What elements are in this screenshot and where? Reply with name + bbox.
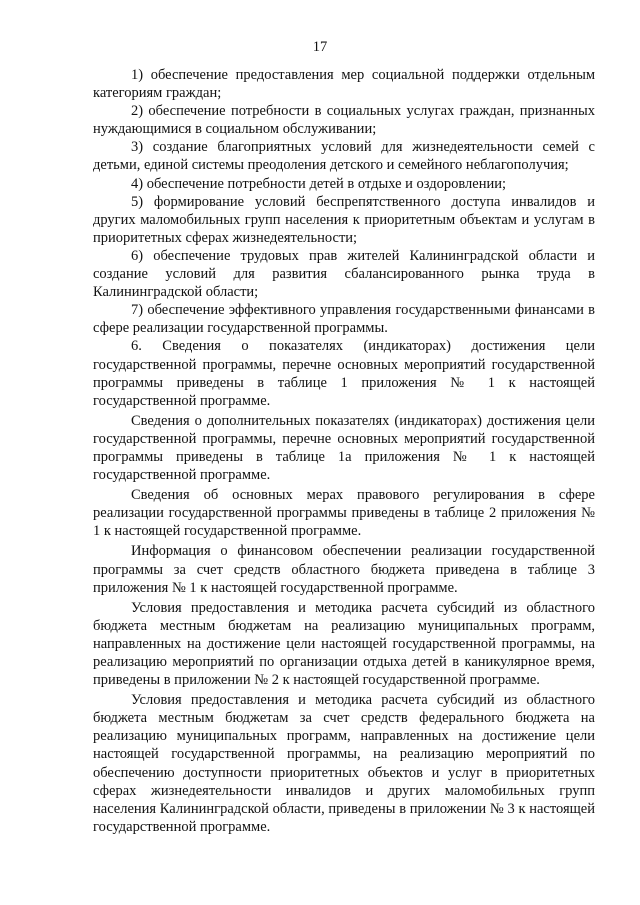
- list-item-3: 3) создание благоприятных условий для жизнедеятельности семей с детьми, единой системы преодоления детского и семейного неблагополучия;: [93, 139, 595, 174]
- additional-indicators-paragraph: Сведения о дополнительных показателях (индикаторах) достижения цели государственной программы, перечне основных мероприятий государственной программы приведены в таблице 1а приложения № 1 к настоящей государственной программе.: [93, 412, 595, 484]
- section-6-paragraph: 6. Сведения о показателях (индикаторах) достижения цели государственной программы, перечне основных мероприятий государственной программы приведены в таблице 1 приложения № 1 к настоящей государственной программе.: [93, 338, 595, 409]
- list-item-5: 5) формирование условий беспрепятственного доступа инвалидов и других маломобильных групп населения к приоритетным объектам и услугам в приоритетных сферах жизнедеятельности;: [93, 193, 595, 246]
- list-item-1: 1) обеспечение предоставления мер социальной поддержки отдельным категориям граждан;: [93, 67, 595, 102]
- page-number: 17: [312, 39, 328, 55]
- page-body: [93, 66, 595, 836]
- legal-regulation-paragraph: Сведения об основных мерах правового регулирования в сфере реализации государственной программы приведены в таблице 2 приложения № 1 к настоящей государственной программе.: [93, 487, 595, 540]
- federal-subsidy-conditions-paragraph: Условия предоставления и методика расчета субсидий из областного бюджета местным бюджетам за счет средств федерального бюджета на реализацию муниципальных программ, направленных на достижение цели настоящей государственной программы, на реализацию мероприятий по обеспечению доступности приоритетных объектов и услуг в приоритетных сферах жизнедеятельности инвалидов и других маломобильных групп населения Калининградской области, приведены в приложении № 3 к настоящей государственной программе.: [93, 692, 595, 835]
- list-item-7: 7) обеспечение эффективного управления государственными финансами в сфере реализации государственной программы.: [93, 302, 595, 337]
- list-item-2: 2) обеспечение потребности в социальных услугах граждан, признанных нуждающимися в социальном обслуживании;: [93, 103, 595, 138]
- financial-support-paragraph: Информация о финансовом обеспечении реализации государственной программы за счет средств областного бюджета приведена в таблице 3 приложения № 1 к настоящей государственной программе.: [93, 543, 595, 596]
- subsidy-conditions-paragraph: Условия предоставления и методика расчета субсидий из областного бюджета местным бюджетам на реализацию муниципальных программ, направленных на достижение цели настоящей государственной программы, на реализацию мероприятий по организации отдыха детей в каникулярное время, приведены в приложении № 2 к настоящей государственной программе.: [93, 599, 595, 689]
- list-item-4: 4) обеспечение потребности детей в отдыхе и оздоровлении;: [131, 175, 507, 192]
- list-item-6: 6) обеспечение трудовых прав жителей Калининградской области и создание условий для развития сбалансированного рынка труда в Калининградской области;: [93, 247, 595, 301]
